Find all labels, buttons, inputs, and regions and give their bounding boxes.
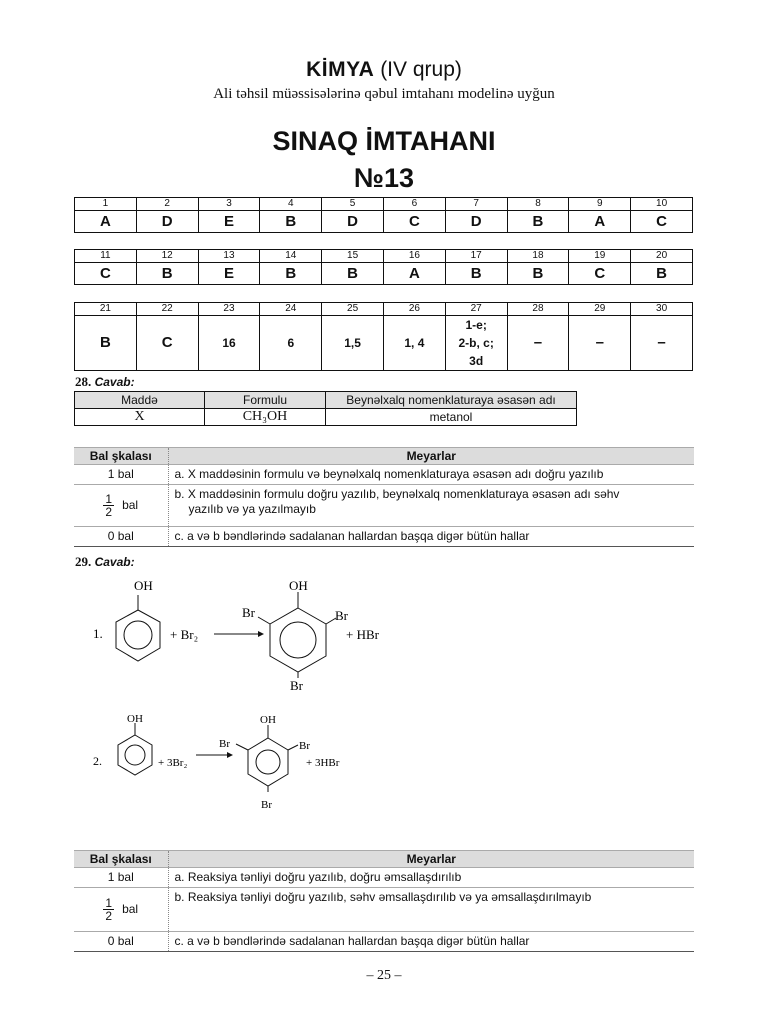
q28-cavab: Cavab: (94, 375, 135, 389)
answer-value: 1-e; 2-b, c; 3d (445, 316, 507, 371)
q29-cavab: Cavab: (94, 555, 135, 569)
answer-number: 4 (260, 198, 322, 211)
answer-value: E (198, 263, 260, 285)
answer-number: 12 (136, 250, 198, 263)
reaction1-br-left: Br (242, 605, 255, 620)
q28-answer-table (74, 391, 577, 426)
criteria29-score-1: 1 bal (74, 868, 168, 888)
fraction: $\frac{1}{2}$ (105, 492, 113, 519)
answer-value: – (569, 316, 631, 371)
q28-name: metanol (326, 409, 577, 426)
criteria29-text-c: c. a və b bəndlərində sadalanan hallardan başqa digər bütün hallar (168, 932, 694, 952)
tribromophenol-ring-1 (258, 592, 336, 678)
answer-number: 14 (260, 250, 322, 263)
answer-table-2 (74, 249, 693, 285)
reaction2-index: 2. (93, 754, 102, 768)
answer-value: C (75, 263, 137, 285)
reaction2-arrow-icon (196, 752, 233, 758)
answer-value: E (198, 211, 260, 233)
q28-substance: X (75, 409, 205, 426)
criteria29-score-0: 0 bal (74, 932, 168, 952)
answer-number: 24 (260, 303, 322, 316)
q28-criteria-table (74, 447, 694, 547)
reaction2-oh: OH (127, 713, 143, 725)
reaction1-oh: OH (134, 578, 153, 593)
answer-value: B (75, 316, 137, 371)
answer-number: 6 (383, 198, 445, 211)
reaction1-br-bottom: Br (290, 678, 303, 693)
reaction2-br-right: Br (299, 740, 310, 752)
q28-formula: CH₃OH (205, 409, 326, 426)
phenol-ring-1 (116, 595, 160, 661)
subject-group: (IV qrup) (380, 58, 462, 81)
subtitle: Ali təhsil müəssisələrinə qəbul imtahanı modelinə uyğun (213, 86, 555, 102)
reaction1-arrow-icon (214, 631, 264, 637)
q28-header-name: Beynəlxalq nomenklaturaya əsasən adı (326, 392, 577, 409)
answer-number: 26 (383, 303, 445, 316)
reaction2-br-left: Br (219, 738, 230, 750)
answer-number: 22 (136, 303, 198, 316)
answer-number: 8 (507, 198, 569, 211)
answer-number: 3 (198, 198, 260, 211)
answer-value: 16 (198, 316, 260, 371)
criteria29-header-criteria: Meyarlar (168, 851, 694, 868)
answer-value: A (569, 211, 631, 233)
reaction1-br-right: Br (335, 608, 348, 623)
reaction2-reagent: + 3Br₂ (158, 757, 188, 769)
reaction-diagram (0, 570, 768, 845)
reaction1-reagent: + Br₂ (170, 627, 199, 642)
reaction1-index: 1. (93, 626, 103, 641)
criteria28-header-criteria: Meyarlar (168, 448, 694, 465)
criteria28-score-1: 1 bal (74, 465, 168, 485)
q28-label (75, 374, 135, 390)
answer-number: 10 (631, 198, 693, 211)
answer-number: 7 (445, 198, 507, 211)
answer-number: 16 (383, 250, 445, 263)
q28-header-substance: Maddə (75, 392, 205, 409)
answer-value: C (136, 316, 198, 371)
subject-heading (0, 58, 768, 82)
answer-number: 23 (198, 303, 260, 316)
answer-number: 20 (631, 250, 693, 263)
answer-number: 2 (136, 198, 198, 211)
answer-value: 1,5 (322, 316, 384, 371)
answer-value: D (136, 211, 198, 233)
answer-value: C (631, 211, 693, 233)
criteria28-score-half: $\frac{1}{2}$ bal (74, 485, 168, 527)
answer-value: A (75, 211, 137, 233)
fraction: $\frac{1}{2}$ (105, 896, 113, 923)
exam-title: SINAQ İMTAHANI (272, 126, 496, 156)
answer-value: B (507, 263, 569, 285)
criteria28-score-0: 0 bal (74, 527, 168, 547)
answer-value: C (569, 263, 631, 285)
criteria28-header-score: Bal şkalası (74, 448, 168, 465)
q29-label (75, 554, 135, 570)
reaction2-prod-oh: OH (260, 714, 276, 726)
answer-number: 18 (507, 250, 569, 263)
answer-number: 19 (569, 250, 631, 263)
answer-number: 25 (322, 303, 384, 316)
answer-number: 29 (569, 303, 631, 316)
criteria29-score-half: $\frac{1}{2}$ bal (74, 888, 168, 932)
q29-criteria-table (74, 850, 694, 952)
criteria29-text-a: a. Reaksiya tənliyi doğru yazılıb, doğru əmsallaşdırılıb (168, 868, 694, 888)
answer-value: D (322, 211, 384, 233)
answer-number: 13 (198, 250, 260, 263)
answer-value: B (507, 211, 569, 233)
page-number: – 25 – (366, 968, 402, 983)
answer-value: 1, 4 (383, 316, 445, 371)
answer-value: A (383, 263, 445, 285)
answer-table-1 (74, 197, 693, 233)
answer-number: 21 (75, 303, 137, 316)
answer-value: 6 (260, 316, 322, 371)
criteria28-text-a: a. X maddəsinin formulu və beynəlxalq nomenklaturaya əsasən adı doğru yazılıb (168, 465, 694, 485)
answer-table-3 (74, 302, 693, 371)
answer-value: – (507, 316, 569, 371)
answer-value: B (260, 211, 322, 233)
answer-number: 5 (322, 198, 384, 211)
answer-number: 15 (322, 250, 384, 263)
criteria28-text-c: c. a və b bəndlərində sadalanan hallardan başqa digər bütün hallar (168, 527, 694, 547)
answer-value: B (260, 263, 322, 285)
tribromophenol-ring-2 (236, 725, 298, 792)
answer-number: 17 (445, 250, 507, 263)
q28-number: 28. (75, 374, 92, 389)
q28-header-formula: Formulu (205, 392, 326, 409)
reaction2-br-bottom: Br (261, 799, 272, 811)
answer-number: 27 (445, 303, 507, 316)
q29-number: 29. (75, 554, 92, 569)
phenol-ring-2 (118, 723, 152, 775)
criteria28-text-b: b. X maddəsinin formulu doğru yazılıb, beynəlxalq nomenklaturaya əsasən adı səhv yazılıb və ya yazılmayıb (168, 485, 694, 527)
criteria29-header-score: Bal şkalası (74, 851, 168, 868)
reaction1-prod-oh: OH (289, 578, 308, 593)
reaction1-byproduct: + HBr (346, 627, 379, 642)
answer-number: 11 (75, 250, 137, 263)
answer-number: 28 (507, 303, 569, 316)
answer-value: C (383, 211, 445, 233)
answer-value: B (631, 263, 693, 285)
subject-name: KİMYA (306, 58, 375, 81)
reaction2-byproduct: + 3HBr (306, 757, 340, 769)
exam-number: №13 (353, 163, 415, 193)
answer-value: B (322, 263, 384, 285)
answer-value: D (445, 211, 507, 233)
answer-number: 9 (569, 198, 631, 211)
answer-number: 30 (631, 303, 693, 316)
criteria29-text-b: b. Reaksiya tənliyi doğru yazılıb, səhv əmsallaşdırılıb və ya əmsallaşdırılmayıb (168, 888, 694, 932)
answer-value: B (136, 263, 198, 285)
answer-number: 1 (75, 198, 137, 211)
answer-value: B (445, 263, 507, 285)
answer-value: – (631, 316, 693, 371)
